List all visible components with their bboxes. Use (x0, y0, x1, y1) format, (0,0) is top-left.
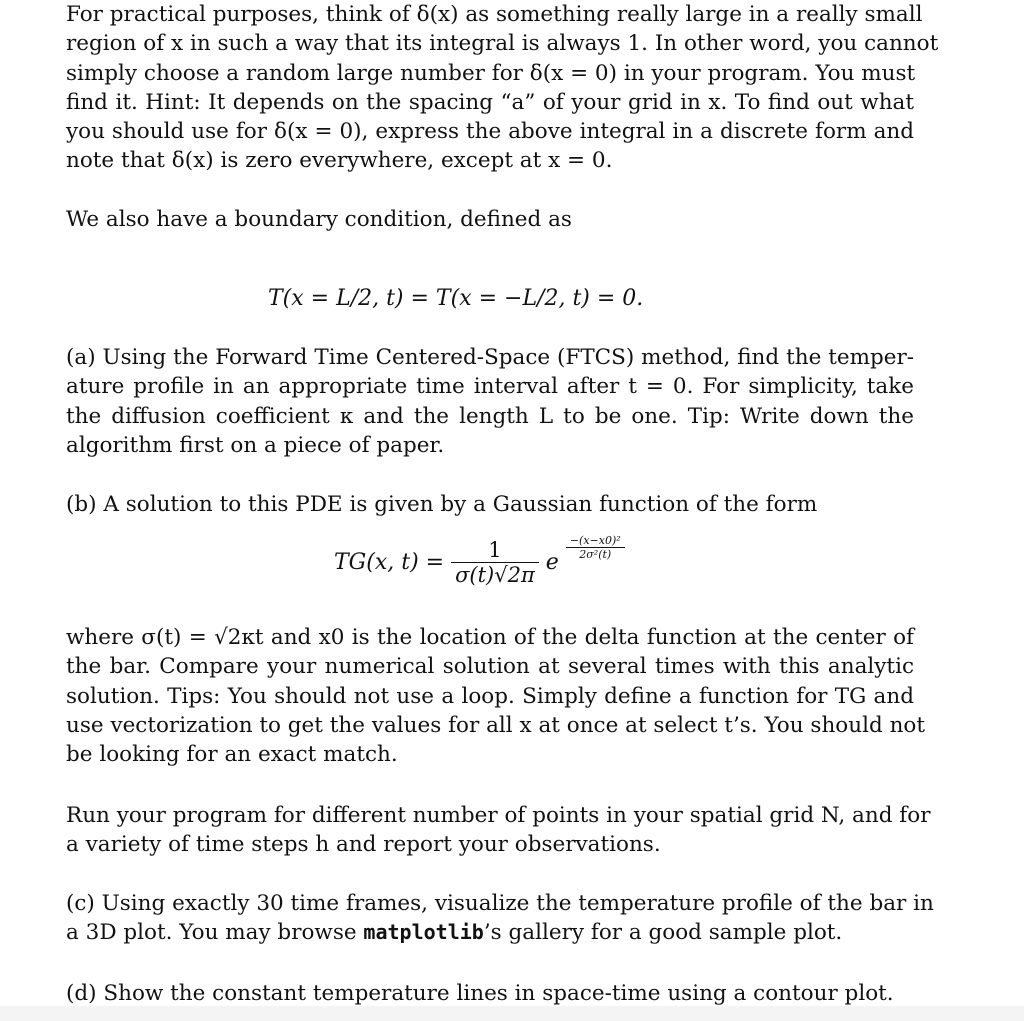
text-line: find it. Hint: It depends on the spacing “a” of your grid in x. To find out what (66, 89, 914, 115)
text-line: the diffusion coefficient κ and the length L to be one. Tip: Write down the (66, 403, 914, 429)
text-line (66, 918, 914, 947)
text-line: (d) Show the constant temperature lines in space-time using a contour plot. (66, 981, 894, 1006)
text-line: (b) A solution to this PDE is given by a Gaussian function of the form (66, 492, 818, 517)
text-line: ature profile in an appropriate time interval after t = 0. For simplicity, take (66, 374, 914, 400)
text-line: use vectorization to get the values for all x at once at select t’s. You should not (66, 712, 926, 738)
paragraph-run-program (66, 801, 931, 860)
equation-gaussian (334, 534, 625, 587)
text-line: Run your program for different number of points in your spatial grid N, and for (66, 803, 931, 828)
equation-fraction (451, 538, 539, 587)
paragraph-part-b (66, 623, 926, 769)
text-line: be looking for an exact match. (66, 742, 398, 768)
text-line: simply choose a random large number for δ(x = 0) in your program. You must (66, 60, 916, 86)
exponent-denominator: 2σ²(t) (579, 548, 612, 561)
text-line: you should use for δ(x = 0), express the above integral in a discrete form and (66, 119, 914, 145)
paragraph-part-a (66, 343, 914, 460)
text-line: solution. Tips: You should not use a loop. Simply define a function for TG and (66, 683, 914, 709)
paragraph-delta-intro (66, 0, 939, 176)
exponent-fraction (566, 534, 625, 561)
exp-base: e (545, 550, 559, 575)
fraction-denominator: σ(t)√2π (455, 563, 535, 587)
paragraph-part-b-intro (66, 490, 914, 519)
text-line: algorithm first on a piece of paper. (66, 432, 445, 458)
fraction-numerator: 1 (451, 538, 539, 563)
text-line: where σ(t) = √2κt and x0 is the location of the delta function at the center of (66, 625, 914, 650)
text-line: For practical purposes, think of δ(x) as something really large in a really small (66, 2, 923, 27)
text-segment: ’s gallery for a good sample plot. (483, 920, 843, 946)
text-line: (c) Using exactly 30 time frames, visualize the temperature profile of the bar in (66, 891, 934, 916)
equation-text: T(x = L/2, t) = T(x = −L/2, t) = 0. (268, 286, 644, 311)
equation-lhs: TG(x, t) = (334, 550, 445, 575)
paragraph-part-c (66, 889, 934, 948)
text-line: We also have a boundary condition, defined as (66, 207, 572, 232)
text-line: a variety of time steps h and report your observations. (66, 832, 661, 858)
code-matplotlib: matplotlib (363, 920, 484, 945)
paragraph-part-d (66, 979, 914, 1008)
text-line: (a) Using the Forward Time Centered-Space (FTCS) method, find the temper- (66, 345, 914, 370)
text-line: note that δ(x) is zero everywhere, except at x = 0. (66, 148, 613, 174)
equation-boundary-condition (268, 286, 643, 311)
page-bottom-edge (0, 1006, 1024, 1021)
text-line: region of x in such a way that its integral is always 1. In other word, you cannot (66, 31, 939, 57)
text-line: the bar. Compare your numerical solution at several times with this analytic (66, 654, 914, 680)
paragraph-boundary-intro (66, 205, 914, 234)
text-segment: a 3D plot. You may browse (66, 920, 364, 946)
exponent-numerator: −(x−x0)² (566, 534, 625, 548)
